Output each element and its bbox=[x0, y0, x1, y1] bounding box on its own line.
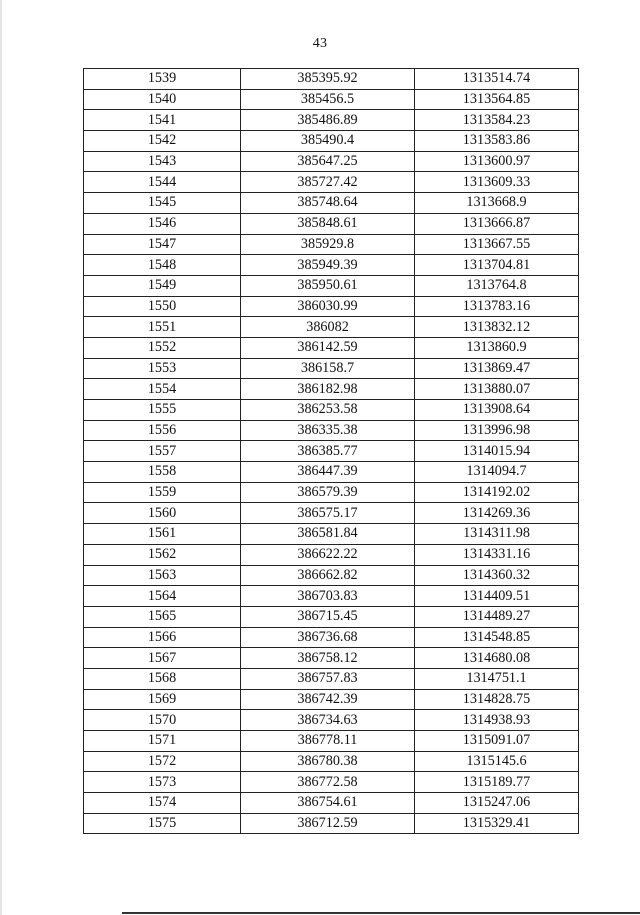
y-coordinate-cell: 1313704.81 bbox=[415, 255, 579, 276]
point-number-cell: 1549 bbox=[84, 275, 241, 296]
bottom-edge-line bbox=[122, 912, 640, 914]
y-coordinate-cell: 1314192.02 bbox=[415, 482, 579, 503]
point-number-cell: 1568 bbox=[84, 668, 241, 689]
x-coordinate-cell: 385456.5 bbox=[241, 89, 415, 110]
y-coordinate-cell: 1314680.08 bbox=[415, 648, 579, 669]
table-row bbox=[84, 565, 579, 586]
x-coordinate-cell: 386335.38 bbox=[241, 420, 415, 441]
x-coordinate-cell: 386742.39 bbox=[241, 689, 415, 710]
table-row bbox=[84, 89, 579, 110]
point-number-cell: 1547 bbox=[84, 234, 241, 255]
x-coordinate-cell: 386158.7 bbox=[241, 358, 415, 379]
table-row bbox=[84, 648, 579, 669]
point-number-cell: 1572 bbox=[84, 751, 241, 772]
point-number-cell: 1573 bbox=[84, 772, 241, 793]
y-coordinate-cell: 1313860.9 bbox=[415, 337, 579, 358]
point-number-cell: 1574 bbox=[84, 793, 241, 814]
point-number-cell: 1559 bbox=[84, 482, 241, 503]
table-row bbox=[84, 751, 579, 772]
y-coordinate-cell: 1314938.93 bbox=[415, 710, 579, 731]
x-coordinate-cell: 386182.98 bbox=[241, 379, 415, 400]
point-number-cell: 1570 bbox=[84, 710, 241, 731]
table-row bbox=[84, 793, 579, 814]
point-number-cell: 1556 bbox=[84, 420, 241, 441]
table-row bbox=[84, 379, 579, 400]
table-row bbox=[84, 689, 579, 710]
x-coordinate-cell: 385748.64 bbox=[241, 193, 415, 214]
y-coordinate-cell: 1313584.23 bbox=[415, 110, 579, 131]
x-coordinate-cell: 386736.68 bbox=[241, 627, 415, 648]
table-row bbox=[84, 296, 579, 317]
y-coordinate-cell: 1314360.32 bbox=[415, 565, 579, 586]
table-row bbox=[84, 772, 579, 793]
page-number: 43 bbox=[312, 36, 328, 51]
table-row bbox=[84, 69, 579, 90]
point-number-cell: 1541 bbox=[84, 110, 241, 131]
x-coordinate-cell: 385490.4 bbox=[241, 131, 415, 152]
y-coordinate-cell: 1313880.07 bbox=[415, 379, 579, 400]
y-coordinate-cell: 1314751.1 bbox=[415, 668, 579, 689]
table-row bbox=[84, 462, 579, 483]
point-number-cell: 1557 bbox=[84, 441, 241, 462]
table-row bbox=[84, 275, 579, 296]
point-number-cell: 1555 bbox=[84, 400, 241, 421]
point-number-cell: 1560 bbox=[84, 503, 241, 524]
table-row bbox=[84, 400, 579, 421]
point-number-cell: 1571 bbox=[84, 731, 241, 752]
y-coordinate-cell: 1313832.12 bbox=[415, 317, 579, 338]
y-coordinate-cell: 1313764.8 bbox=[415, 275, 579, 296]
table-row bbox=[84, 172, 579, 193]
point-number-cell: 1561 bbox=[84, 524, 241, 545]
point-number-cell: 1540 bbox=[84, 89, 241, 110]
x-coordinate-cell: 386715.45 bbox=[241, 606, 415, 627]
y-coordinate-cell: 1314828.75 bbox=[415, 689, 579, 710]
table-row bbox=[84, 358, 579, 379]
table-row bbox=[84, 710, 579, 731]
y-coordinate-cell: 1313667.55 bbox=[415, 234, 579, 255]
y-coordinate-cell: 1313869.47 bbox=[415, 358, 579, 379]
table-row bbox=[84, 544, 579, 565]
x-coordinate-cell: 386772.58 bbox=[241, 772, 415, 793]
table-row bbox=[84, 234, 579, 255]
table-row bbox=[84, 524, 579, 545]
x-coordinate-cell: 386030.99 bbox=[241, 296, 415, 317]
scan-edge-shadow bbox=[0, 0, 2, 915]
point-number-cell: 1543 bbox=[84, 151, 241, 172]
table-row bbox=[84, 668, 579, 689]
y-coordinate-cell: 1313609.33 bbox=[415, 172, 579, 193]
table-row bbox=[84, 503, 579, 524]
table-row bbox=[84, 255, 579, 276]
x-coordinate-cell: 386754.61 bbox=[241, 793, 415, 814]
point-number-cell: 1552 bbox=[84, 337, 241, 358]
y-coordinate-cell: 1313666.87 bbox=[415, 213, 579, 234]
y-coordinate-cell: 1313783.16 bbox=[415, 296, 579, 317]
y-coordinate-cell: 1313600.97 bbox=[415, 151, 579, 172]
point-number-cell: 1562 bbox=[84, 544, 241, 565]
table-row bbox=[84, 151, 579, 172]
table-row bbox=[84, 731, 579, 752]
y-coordinate-cell: 1315329.41 bbox=[415, 813, 579, 834]
x-coordinate-cell: 385848.61 bbox=[241, 213, 415, 234]
x-coordinate-cell: 386734.63 bbox=[241, 710, 415, 731]
table-row bbox=[84, 586, 579, 607]
x-coordinate-cell: 385727.42 bbox=[241, 172, 415, 193]
x-coordinate-cell: 385486.89 bbox=[241, 110, 415, 131]
x-coordinate-cell: 386778.11 bbox=[241, 731, 415, 752]
point-number-cell: 1544 bbox=[84, 172, 241, 193]
x-coordinate-cell: 386757.83 bbox=[241, 668, 415, 689]
y-coordinate-cell: 1314269.36 bbox=[415, 503, 579, 524]
x-coordinate-cell: 385395.92 bbox=[241, 69, 415, 90]
x-coordinate-cell: 386575.17 bbox=[241, 503, 415, 524]
y-coordinate-cell: 1315145.6 bbox=[415, 751, 579, 772]
coordinates-table bbox=[83, 68, 579, 834]
point-number-cell: 1564 bbox=[84, 586, 241, 607]
coordinates-table-body bbox=[84, 69, 579, 834]
point-number-cell: 1553 bbox=[84, 358, 241, 379]
x-coordinate-cell: 385950.61 bbox=[241, 275, 415, 296]
table-row bbox=[84, 213, 579, 234]
y-coordinate-cell: 1313564.85 bbox=[415, 89, 579, 110]
table-row bbox=[84, 482, 579, 503]
y-coordinate-cell: 1314311.98 bbox=[415, 524, 579, 545]
y-coordinate-cell: 1314409.51 bbox=[415, 586, 579, 607]
point-number-cell: 1566 bbox=[84, 627, 241, 648]
x-coordinate-cell: 386662.82 bbox=[241, 565, 415, 586]
point-number-cell: 1563 bbox=[84, 565, 241, 586]
point-number-cell: 1550 bbox=[84, 296, 241, 317]
x-coordinate-cell: 385949.39 bbox=[241, 255, 415, 276]
table-row bbox=[84, 110, 579, 131]
x-coordinate-cell: 385647.25 bbox=[241, 151, 415, 172]
table-row bbox=[84, 420, 579, 441]
point-number-cell: 1548 bbox=[84, 255, 241, 276]
x-coordinate-cell: 386581.84 bbox=[241, 524, 415, 545]
y-coordinate-cell: 1314548.85 bbox=[415, 627, 579, 648]
y-coordinate-cell: 1314331.16 bbox=[415, 544, 579, 565]
point-number-cell: 1554 bbox=[84, 379, 241, 400]
point-number-cell: 1565 bbox=[84, 606, 241, 627]
table-row bbox=[84, 131, 579, 152]
y-coordinate-cell: 1314489.27 bbox=[415, 606, 579, 627]
point-number-cell: 1575 bbox=[84, 813, 241, 834]
x-coordinate-cell: 386579.39 bbox=[241, 482, 415, 503]
point-number-cell: 1569 bbox=[84, 689, 241, 710]
y-coordinate-cell: 1313996.98 bbox=[415, 420, 579, 441]
x-coordinate-cell: 386253.58 bbox=[241, 400, 415, 421]
x-coordinate-cell: 386622.22 bbox=[241, 544, 415, 565]
table-row bbox=[84, 193, 579, 214]
table-row bbox=[84, 337, 579, 358]
x-coordinate-cell: 385929.8 bbox=[241, 234, 415, 255]
x-coordinate-cell: 386082 bbox=[241, 317, 415, 338]
point-number-cell: 1542 bbox=[84, 131, 241, 152]
x-coordinate-cell: 386758.12 bbox=[241, 648, 415, 669]
table-row bbox=[84, 317, 579, 338]
y-coordinate-cell: 1313514.74 bbox=[415, 69, 579, 90]
x-coordinate-cell: 386142.59 bbox=[241, 337, 415, 358]
x-coordinate-cell: 386385.77 bbox=[241, 441, 415, 462]
table-row bbox=[84, 813, 579, 834]
y-coordinate-cell: 1315091.07 bbox=[415, 731, 579, 752]
x-coordinate-cell: 386712.59 bbox=[241, 813, 415, 834]
point-number-cell: 1558 bbox=[84, 462, 241, 483]
y-coordinate-cell: 1313583.86 bbox=[415, 131, 579, 152]
x-coordinate-cell: 386703.83 bbox=[241, 586, 415, 607]
y-coordinate-cell: 1313668.9 bbox=[415, 193, 579, 214]
x-coordinate-cell: 386447.39 bbox=[241, 462, 415, 483]
y-coordinate-cell: 1314015.94 bbox=[415, 441, 579, 462]
point-number-cell: 1545 bbox=[84, 193, 241, 214]
point-number-cell: 1539 bbox=[84, 69, 241, 90]
table-row bbox=[84, 441, 579, 462]
point-number-cell: 1546 bbox=[84, 213, 241, 234]
y-coordinate-cell: 1314094.7 bbox=[415, 462, 579, 483]
y-coordinate-cell: 1315247.06 bbox=[415, 793, 579, 814]
x-coordinate-cell: 386780.38 bbox=[241, 751, 415, 772]
y-coordinate-cell: 1315189.77 bbox=[415, 772, 579, 793]
table-row bbox=[84, 606, 579, 627]
point-number-cell: 1551 bbox=[84, 317, 241, 338]
y-coordinate-cell: 1313908.64 bbox=[415, 400, 579, 421]
table-row bbox=[84, 627, 579, 648]
point-number-cell: 1567 bbox=[84, 648, 241, 669]
